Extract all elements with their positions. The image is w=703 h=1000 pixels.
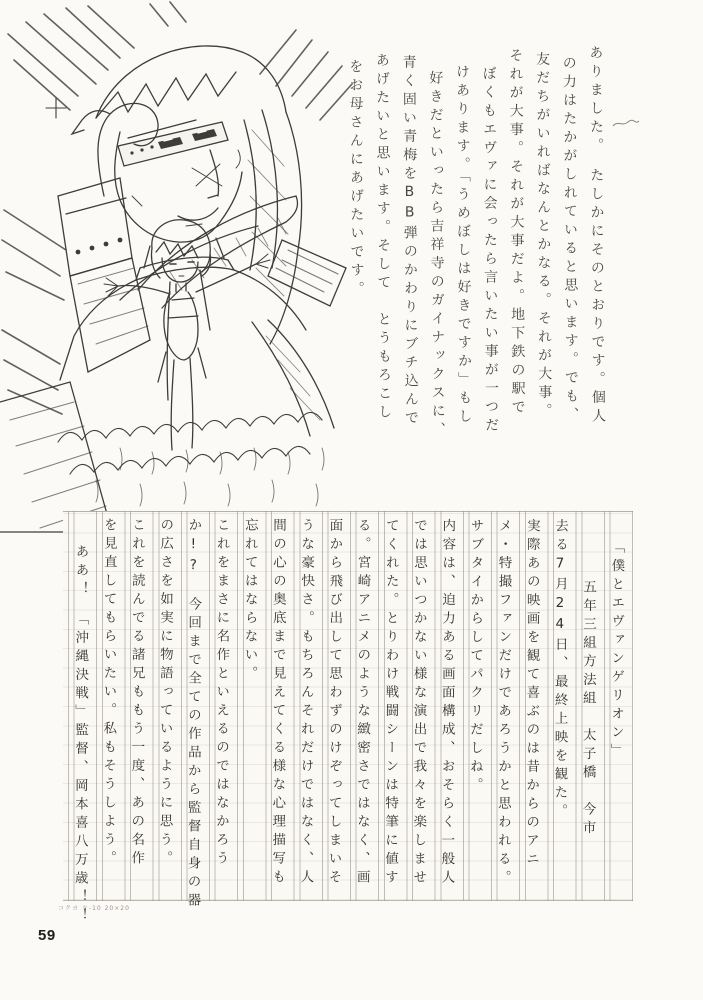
manuscript-column: を見直してもらいたい。私もそうしよう。 xyxy=(99,517,117,869)
manuscript-column: 去る7月24日、最終上映を観た。 xyxy=(551,518,569,823)
stationery-mark: コクヨ ケ-10 20×20 xyxy=(58,905,130,912)
man-hair xyxy=(96,46,334,436)
speed-lines xyxy=(2,2,352,414)
letter-column: 友だちがいればなんとかなる。それが大事。 xyxy=(533,51,553,422)
manuscript-column: の広さを如実に物語っているように思う。 xyxy=(156,517,174,870)
page-number: 59 xyxy=(38,927,56,944)
manuscript-column: 「僕とエヴァンゲリオン」 xyxy=(607,539,625,762)
manuscript-column: これをまさに名作といえるのではなかろう xyxy=(212,517,230,870)
pencil-squiggle-mark xyxy=(612,118,640,130)
feather-plume xyxy=(120,196,298,308)
hook-arm xyxy=(46,98,158,372)
manuscript-column: ああ！ 「沖縄決戦」監督、岡本喜八万歳！！ xyxy=(71,544,89,927)
letter-column: 好きだといったら吉祥寺のガイナックスに、 xyxy=(427,70,446,441)
feather-boa xyxy=(58,412,324,506)
handwritten-letter xyxy=(340,37,611,527)
manuscript-column: 面から飛び出して思わずのけぞってしまいそ xyxy=(325,517,343,888)
letter-column: 青く固い青梅をBB弾のかわりにブチ込んで xyxy=(400,54,420,429)
letter-column: ありました。 たしかにそのとおりです。個人 xyxy=(587,45,607,427)
manuscript-column: 実際あの映画を観て喜ぶのは昔からのアニ xyxy=(522,518,540,871)
manuscript-column: 五年三組方法組 太子橋 今市 xyxy=(579,579,597,839)
manuscript-column: サブタイからしてパクリだしね。 xyxy=(466,518,484,796)
dark-leg-shape xyxy=(0,382,112,532)
manuscript-column: では思いつかない様な演出で我々を楽しませ xyxy=(410,518,428,889)
illustration-sketch xyxy=(0,0,370,535)
dark-sleeve-roll xyxy=(268,240,346,306)
man-coat xyxy=(60,238,306,400)
manuscript-column: これを読んでる諸兄ももう一度、あの名作 xyxy=(128,517,146,869)
manuscript-column: 忘れてはならない。 xyxy=(241,517,258,685)
manuscript-column: 内容は、迫力ある画面構成、おそらく一般人 xyxy=(438,518,456,889)
letter-column: ぼくもエヴァに会ったら言いたい事が一つだ xyxy=(480,65,500,436)
manuscript-column: てくれた。とりわけ戦闘シーンは特筆に値す xyxy=(381,518,399,889)
manuscript-column: か!? 今回まで全ての作品から監督自身の器 xyxy=(184,517,202,912)
letter-column: あげたいと思います。そして とうもろこし xyxy=(373,52,393,423)
manuscript-column: メ・特撮ファンだけであろうかと思われる。 xyxy=(494,518,512,889)
manuscript-paper xyxy=(58,511,633,927)
manuscript-column: る。宮崎アニメのような緻密さではなく、画 xyxy=(353,518,371,889)
letter-column: をお母さんにあげたいです。 xyxy=(347,58,365,300)
letter-column: けあります。「うめぼしは好きですか」もし xyxy=(453,64,473,428)
manuscript-column: 間の心の奥底まで見えてくる様な心理描写も xyxy=(269,517,287,888)
manuscript-column: うな豪快さ。もちろんそれだけではなく、人 xyxy=(297,517,315,888)
letter-column: それが大事。それが大事だよ。地下鉄の駅で xyxy=(507,47,526,418)
letter-column: の力はたかがしれていると思います。でも、 xyxy=(560,55,580,426)
